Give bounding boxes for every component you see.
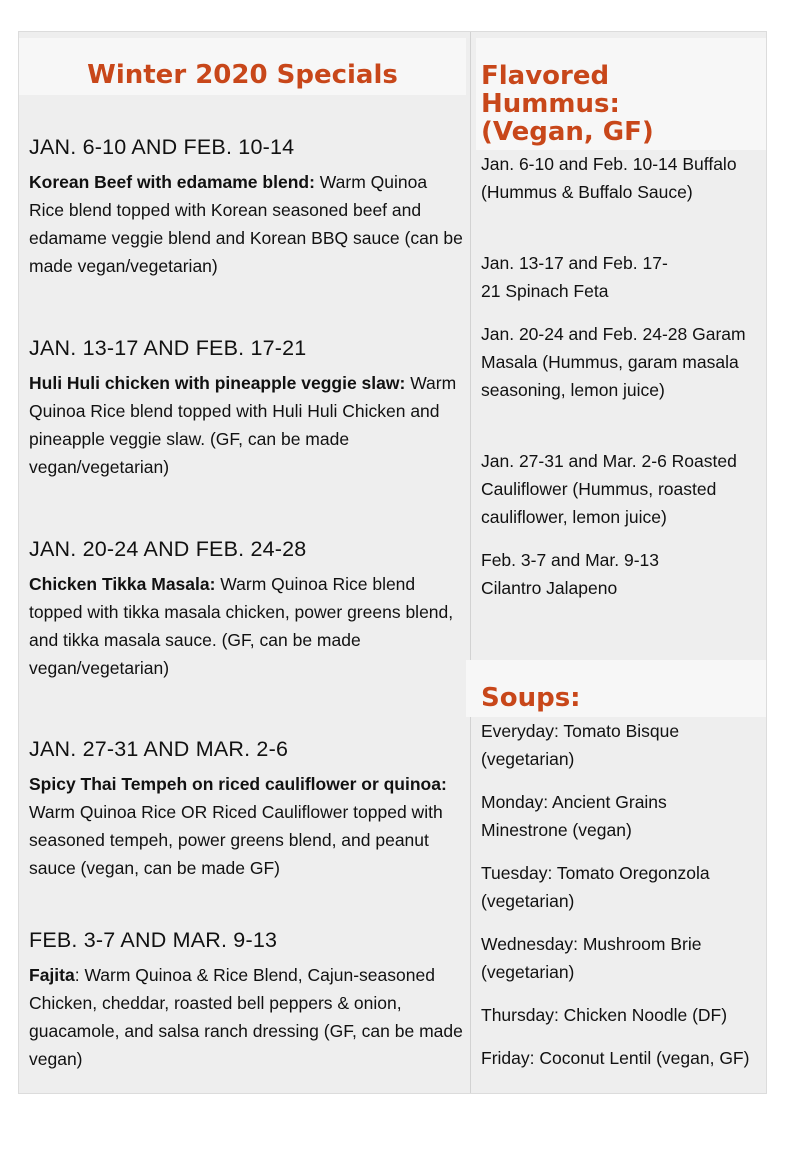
- soup-item: Tuesday: Tomato Oregonzola (vegetarian): [481, 863, 710, 911]
- specials-header-band: [19, 38, 466, 95]
- special-item: [29, 132, 465, 280]
- column-divider: [470, 32, 471, 1093]
- soup-item: Everyday: Tomato Bisque (vegetarian): [481, 721, 680, 769]
- special-dates: JAN. 27-31 AND MAR. 2-6: [29, 737, 289, 761]
- special-name: Spicy Thai Tempeh on riced cauliflower or quinoa:: [29, 774, 447, 794]
- special-desc: : Warm Quinoa & Rice Blend, Cajun-seasoned Chicken, cheddar, roasted bell peppers & onion, guacamole, and salsa ranch dressing (GF, can be made vegan): [29, 965, 463, 1069]
- soups-title: Soups:: [481, 683, 581, 713]
- special-desc: Warm Quinoa Rice OR Riced Cauliflower topped with seasoned tempeh, power greens blend, and peanut sauce (vegan, can be made GF): [29, 802, 443, 878]
- special-name: Huli Huli chicken with pineapple veggie slaw:: [29, 373, 406, 393]
- hummus-item: Jan. 13-17 and Feb. 17-21 Spinach Feta: [481, 253, 668, 301]
- special-name: Chicken Tikka Masala:: [29, 574, 216, 594]
- hummus-item: Jan. 27-31 and Mar. 2-6 Roasted Cauliflower (Hummus, roasted cauliflower, lemon juice): [481, 451, 737, 527]
- special-dates: JAN. 13-17 AND FEB. 17-21: [29, 336, 307, 360]
- soup-item: Wednesday: Mushroom Brie (vegetarian): [481, 934, 702, 982]
- special-dates: JAN. 6-10 AND FEB. 10-14: [29, 135, 295, 159]
- special-dates: FEB. 3-7 AND MAR. 9-13: [29, 928, 278, 952]
- special-description: [29, 570, 465, 682]
- special-desc: Warm Quinoa Rice blend topped with Huli Huli Chicken and pineapple veggie slaw. (GF, can be made vegan/vegetarian): [29, 373, 457, 477]
- hummus-item: Feb. 3-7 and Mar. 9-13 Cilantro Jalapeno: [481, 550, 660, 598]
- hummus-item: Jan. 20-24 and Feb. 24-28 Garam Masala (Hummus, garam masala seasoning, lemon juice): [481, 324, 746, 400]
- special-item: [29, 534, 465, 682]
- specials-title: Winter 2020 Specials: [87, 60, 398, 90]
- soup-item: Friday: Coconut Lentil (vegan, GF): [481, 1048, 750, 1068]
- special-description: [29, 369, 465, 481]
- special-description: [29, 961, 465, 1073]
- special-name: Korean Beef with edamame blend:: [29, 172, 315, 192]
- specials-table: [18, 31, 767, 1094]
- soup-item: Thursday: Chicken Noodle (DF): [481, 1005, 728, 1025]
- special-name: Fajita: [29, 965, 75, 985]
- special-description: [29, 168, 465, 280]
- hummus-item: Jan. 6-10 and Feb. 10-14 Buffalo (Hummus & Buffalo Sauce): [481, 154, 737, 202]
- soup-item: Monday: Ancient Grains Minestrone (vegan): [481, 792, 667, 840]
- special-item: [29, 925, 465, 1073]
- hummus-title: Flavored Hummus: (Vegan, GF): [481, 61, 654, 147]
- special-desc: Warm Quinoa Rice blend topped with Korean seasoned beef and edamame veggie blend and Korean BBQ sauce (can be made vegan/vegetarian): [29, 172, 463, 276]
- special-description: [29, 770, 465, 882]
- special-item: [29, 734, 465, 882]
- special-item: [29, 333, 465, 481]
- special-desc: Warm Quinoa Rice blend topped with tikka masala chicken, power greens blend, and tikka masala sauce. (GF, can be made vegan/vegetarian): [29, 574, 454, 678]
- special-dates: JAN. 20-24 AND FEB. 24-28: [29, 537, 307, 561]
